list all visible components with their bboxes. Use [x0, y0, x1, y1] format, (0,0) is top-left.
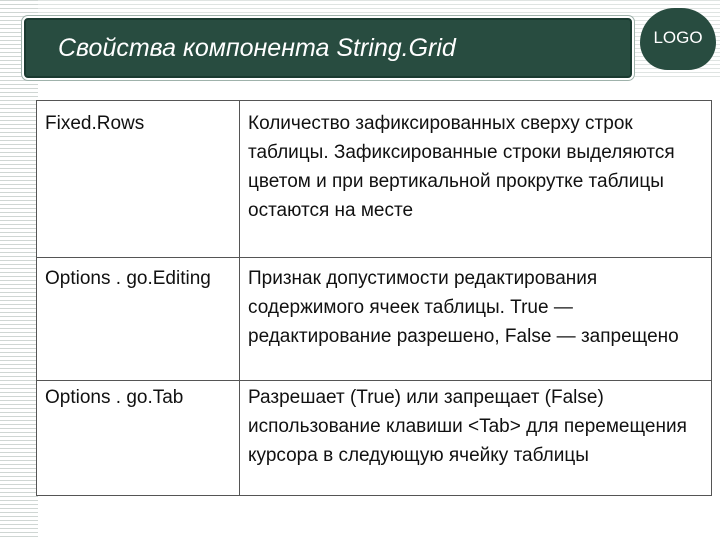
left-stripes — [0, 0, 38, 540]
property-description: Разрешает (True) или запрещает (False) использование клавиши <Tab> для перемещения курсора в следующую ячейку таблицы — [240, 381, 712, 496]
property-description: Количество зафиксированных сверху строк таблицы. Зафиксированные строки выделяются цветом и при вертикальной прокрутке таблицы остаются на месте — [240, 101, 712, 258]
table-row — [37, 101, 712, 258]
property-name: Options . go.Tab — [37, 381, 240, 496]
properties-table — [36, 100, 712, 496]
property-name: Fixed.Rows — [37, 101, 240, 258]
property-description: Признак допустимости редактирования содержимого ячеек таблицы. True — редактирование разрешено, False — запрещено — [240, 258, 712, 381]
table-row — [37, 258, 712, 381]
logo-text: LOGO — [653, 28, 703, 47]
slide-title: Свойства компонента String.Grid — [58, 34, 456, 62]
property-name: Options . go.Editing — [37, 258, 240, 381]
logo-badge — [640, 8, 716, 70]
table-row — [37, 381, 712, 496]
title-box — [24, 18, 632, 78]
